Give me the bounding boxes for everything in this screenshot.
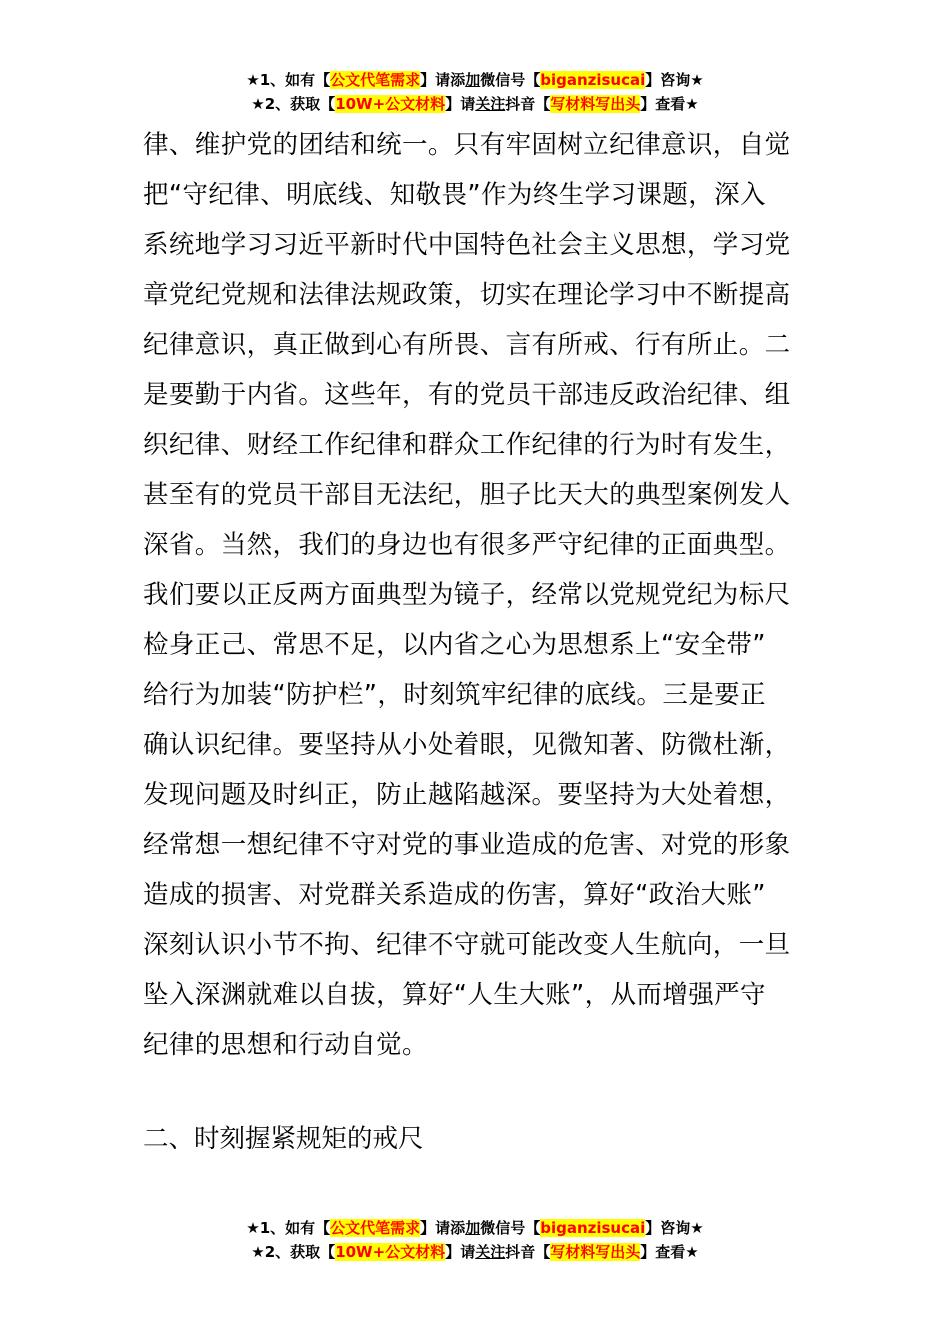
banner-highlight: 10W+公文材料 [335,95,446,113]
header-banner [0,68,950,116]
body-line: 确认识纪律。要坚持从小处着眼，见微知著、防微杜渐， [143,730,791,760]
banner-text: ★1、如有【 [246,1219,331,1237]
body-line: 织纪律、财经工作纪律和群众工作纪律的行为时有发生， [143,430,791,460]
body-line: 甚至有的党员干部目无法纪，胆子比天大的典型案例发人 [143,480,791,510]
banner-text: ★2、获取【 [251,95,336,113]
banner-text: 】查看★ [640,1243,699,1261]
banner-highlight: 公文代笔需求 [330,1219,421,1237]
section-heading: 二、时刻握紧规矩的戒尺 [143,1124,424,1154]
body-line: 造成的损害、对党群关系造成的伤害，算好“政治大账” [143,880,766,910]
banner-text: ★2、获取【 [251,1243,336,1261]
banner-underlined-text: 加 [465,71,481,89]
banner-highlight-wechat-id: biganzisucai [540,71,646,89]
banner-line-2 [0,92,950,116]
banner-highlight-douyin-id: 写材料写出头 [550,95,641,113]
banner-line-1 [0,68,950,92]
body-line: 系统地学习习近平新时代中国特色社会主义思想，学习党 [143,230,791,260]
banner-underlined-text: 关注 [475,95,506,113]
banner-line-1 [0,1216,950,1240]
banner-text: 】查看★ [640,95,699,113]
banner-text: 】咨询★ [645,1219,704,1237]
body-line: 纪律意识，真正做到心有所畏、言有所戒、行有所止。二 [143,330,791,360]
body-paragraph [143,120,811,1070]
banner-text: 抖音【 [505,95,551,113]
banner-underlined-text: 关注 [475,1243,506,1261]
banner-text: 】请添 [420,71,466,89]
body-line: 我们要以正反两方面典型为镜子，经常以党规党纪为标尺 [143,580,791,610]
banner-underlined-text: 加 [465,1219,481,1237]
banner-text: 抖音【 [505,1243,551,1261]
banner-highlight: 公文代笔需求 [330,71,421,89]
banner-text: 微信号【 [480,71,541,89]
banner-highlight-wechat-id: biganzisucai [540,1219,646,1237]
banner-text: 】请 [445,1243,476,1261]
banner-highlight-douyin-id: 写材料写出头 [550,1243,641,1261]
banner-text: 】请 [445,95,476,113]
body-line: 纪律的思想和行动自觉。 [143,1030,428,1060]
body-line: 深省。当然，我们的身边也有很多严守纪律的正面典型。 [143,530,791,560]
body-line: 章党纪党规和法律法规政策，切实在理论学习中不断提高 [143,280,791,310]
banner-text: 】咨询★ [645,71,704,89]
body-line: 经常想一想纪律不守对党的事业造成的危害、对党的形象 [143,830,791,860]
banner-highlight: 10W+公文材料 [335,1243,446,1261]
body-line: 坠入深渊就难以自拔，算好“人生大账”，从而增强严守 [143,980,766,1010]
banner-line-2 [0,1240,950,1264]
body-line: 律、维护党的团结和统一。只有牢固树立纪律意识，自觉 [143,130,791,160]
banner-text: 微信号【 [480,1219,541,1237]
body-line: 检身正己、常思不足，以内省之心为思想系上“安全带” [143,630,766,660]
body-line: 把“守纪律、明底线、知敬畏”作为终生学习课题，深入 [143,180,766,210]
body-line: 是要勤于内省。这些年，有的党员干部违反政治纪律、组 [143,380,791,410]
body-line: 深刻认识小节不拘、纪律不守就可能改变人生航向，一旦 [143,930,791,960]
body-line: 给行为加装“防护栏”，时刻筑牢纪律的底线。三是要正 [143,680,766,710]
banner-text: ★1、如有【 [246,71,331,89]
body-line: 发现问题及时纠正，防止越陷越深。要坚持为大处着想， [143,780,791,810]
footer-banner [0,1216,950,1264]
banner-text: 】请添 [420,1219,466,1237]
